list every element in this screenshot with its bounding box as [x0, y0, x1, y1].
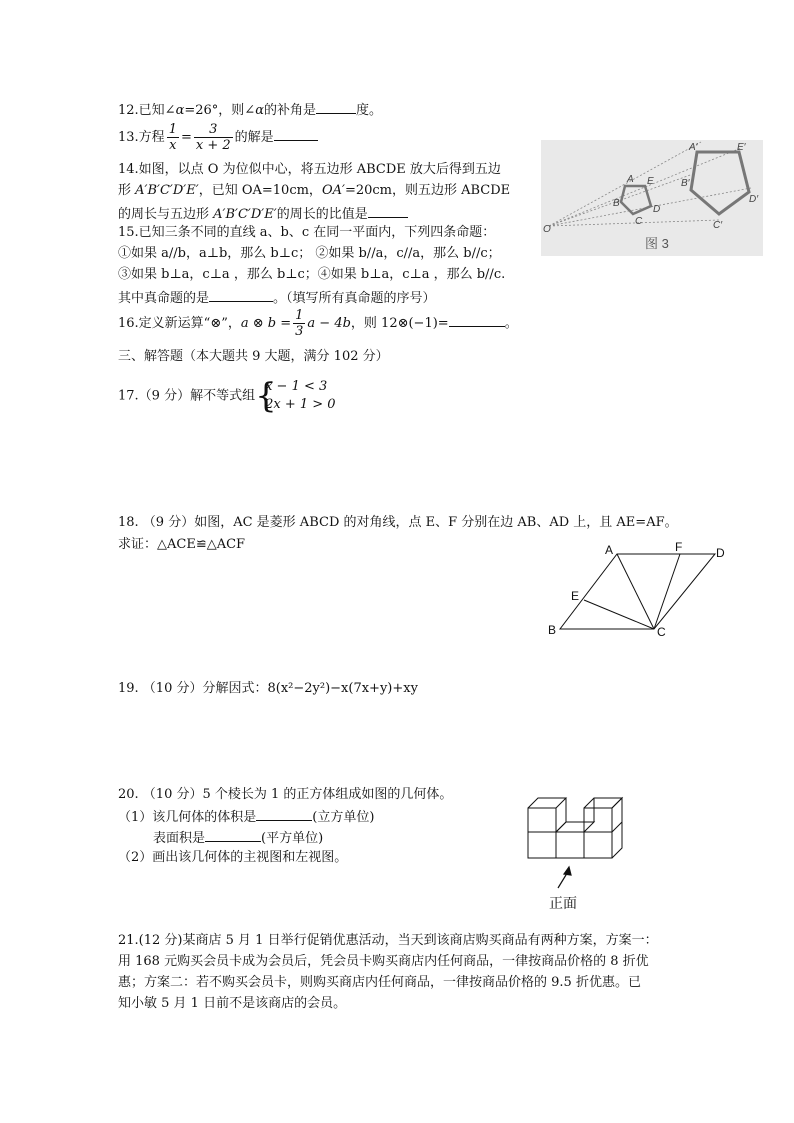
- fraction: $\frac{3}{x + 2}$: [195, 122, 231, 153]
- rhombus-figure: [544, 540, 734, 642]
- front-view-label: 正面: [549, 895, 577, 911]
- label-E-prime: E′: [737, 142, 746, 153]
- vertex-C: C: [657, 625, 666, 639]
- question-15-line-3: ③如果 b⊥a，c⊥a ，那么 b⊥c；④如果 b⊥a，c⊥a ，那么 b//c.: [118, 267, 506, 282]
- question-21-line-3: 惠；方案二：若不购买会员卡，则购买商店内任何商品，一律按商品价格的 9.5 折优惠。已: [118, 975, 641, 990]
- answer-blank-volume[interactable]: [256, 806, 312, 821]
- label-E: E: [647, 176, 654, 187]
- answer-blank[interactable]: [449, 312, 505, 327]
- question-19: 19. （10 分）分解因式：8(x²−2y²)−x(7x+y)+xy: [118, 681, 418, 696]
- question-15-line-2: ①如果 a//b，a⊥b，那么 b⊥c； ②如果 b//a，c//a，那么 b//c；: [118, 246, 501, 261]
- label-A-prime: A′: [689, 142, 698, 153]
- question-20-line-3: 表面积是 (平方单位): [153, 827, 323, 848]
- figure-3-pentagon-homothety: [541, 140, 763, 256]
- label-C: C: [635, 216, 643, 227]
- question-13: 13.方程 $\frac{1}{x}$ = $\frac{3}{x + 2}$ 的解是: [118, 120, 318, 156]
- label-O: O: [543, 224, 551, 235]
- answer-blank-surface-area[interactable]: [205, 827, 261, 842]
- inequality-system: { x − 1 < 3 2x + 1 > 0: [255, 376, 336, 416]
- label-A: A: [627, 174, 634, 185]
- question-21-line-2: 用 168 元购买会员卡成为会员后，凭会员卡购买商店内任何商品，一律按商品价格的 8 折优: [118, 954, 649, 969]
- arrow-up-icon: [558, 867, 571, 888]
- vertex-B: B: [548, 623, 557, 637]
- segment-CF: [654, 554, 680, 629]
- brace-icon: {: [255, 376, 277, 416]
- fraction: $\frac{1}{x}$: [168, 122, 177, 153]
- section-3-heading: 三、解答题（本大题共 9 大题，满分 102 分）: [118, 349, 389, 364]
- fraction: $\frac{1}{3}$: [295, 308, 304, 339]
- question-20-line-4: （2）画出该几何体的主视图和左视图。: [118, 850, 348, 865]
- answer-blank[interactable]: [368, 203, 408, 218]
- label-D-prime: D′: [749, 194, 759, 205]
- question-18-line-2: 求证：△ACE≌△ACF: [118, 537, 246, 552]
- cube-solid-svg: [522, 794, 632, 912]
- label-B: B: [613, 198, 620, 209]
- question-14-line-3: 的周长与五边形 A′B′C′D′E′的周长的比值是: [118, 203, 408, 224]
- vertex-D: D: [716, 546, 725, 560]
- rhombus-svg: [544, 540, 734, 642]
- label-D: D: [653, 204, 661, 215]
- vertex-E: E: [571, 589, 580, 603]
- answer-blank[interactable]: [274, 126, 318, 141]
- question-12: 12.已知∠α=26°，则∠α的补角是 度。: [118, 99, 382, 120]
- cube-solid-figure: [522, 794, 632, 912]
- question-14-line-2: 形 A′B′C′D′E′，已知 OA=10cm，OA′=20cm，则五边形 ABCDE: [118, 183, 511, 198]
- question-20-line-1: 20. （10 分）5 个棱长为 1 的正方体组成如图的几何体。: [118, 787, 453, 802]
- answer-blank[interactable]: [209, 287, 273, 302]
- figure-caption: 图 3: [645, 236, 669, 251]
- vertex-F: F: [675, 540, 683, 554]
- label-B-prime: B′: [681, 178, 690, 189]
- label-C-prime: C′: [713, 220, 723, 231]
- segment-CE: [584, 600, 654, 629]
- figure-3-svg: [541, 140, 763, 256]
- question-18-line-1: 18. （9 分）如图，AC 是菱形 ABCD 的对角线，点 E、F 分别在边 AB、AD 上，且 AE=AF。: [118, 515, 678, 530]
- question-14-line-1: 14.如图，以点 O 为位似中心，将五边形 ABCDE 放大后得到五边: [118, 162, 501, 177]
- question-16: 16.定义新运算“⊗”，a ⊗ b = $\frac{1}{3}$ a − 4b，则 12⊗(−1)= 。: [118, 308, 518, 339]
- diagonal-AC: [617, 554, 654, 629]
- question-21-line-1: 21.(12 分)某商店 5 月 1 日举行促销优惠活动，当天到该商店购买商品有两种方案，方案一：: [118, 933, 658, 948]
- rhombus-ABCD: [560, 554, 715, 629]
- question-20-line-2: （1）该几何体的体积是 (立方单位): [118, 806, 374, 827]
- answer-blank[interactable]: [316, 99, 356, 114]
- question-15-line-1: 15.已知三条不同的直线 a、b、c 在同一平面内，下列四条命题：: [118, 225, 496, 240]
- vertex-A: A: [605, 543, 614, 557]
- question-21-line-4: 知小敏 5 月 1 日前不是该商店的会员。: [118, 996, 347, 1011]
- question-17: 17.（9 分）解不等式组 { x − 1 < 3 2x + 1 > 0: [118, 376, 336, 416]
- question-15-line-4: 其中真命题的是 。（填写所有真命题的序号）: [118, 287, 436, 308]
